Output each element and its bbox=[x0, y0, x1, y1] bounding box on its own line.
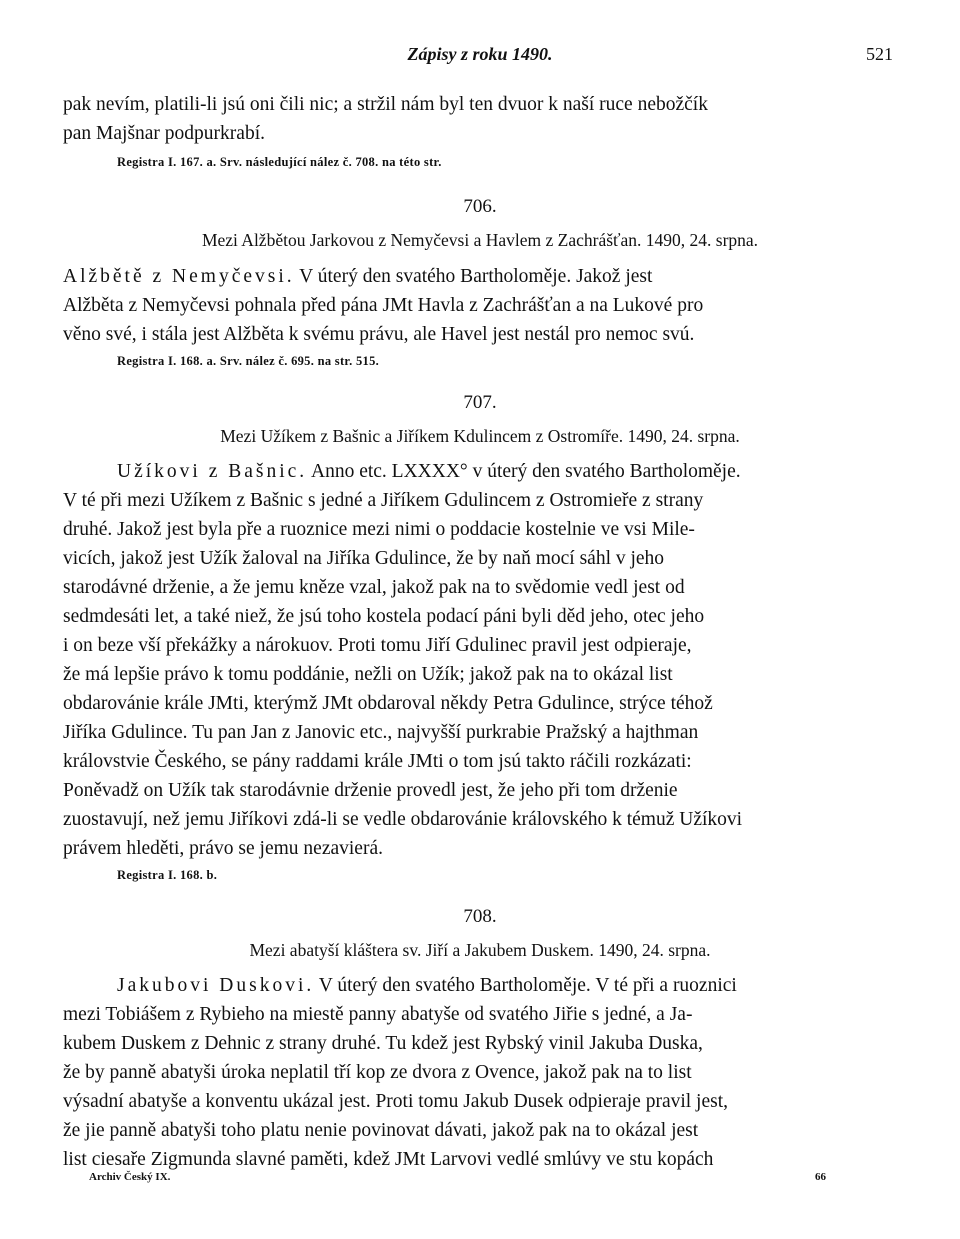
register-reference: Registra I. 167. a. Srv. následující nález č. 708. na této str. bbox=[117, 155, 442, 169]
entry-lead: Jakubovi Duskovi. bbox=[117, 975, 315, 996]
text-line: zuostavují, než jemu Jiříkovi zdá-li se vedle obdarovánie královského k témuž Užíkovi bbox=[63, 809, 743, 830]
text-line bbox=[63, 262, 897, 291]
text-line: že by panně abatyši úroka neplatil tří kop ze dvora z Ovence, jakož pak na to list bbox=[63, 1062, 692, 1083]
running-title: Zápisy z roku 1490. bbox=[407, 44, 553, 64]
text-line: výsadní abatyše a konventu ukázal jest. Proti tomu Jakub Dusek odpieraje pravil jest, bbox=[63, 1091, 729, 1112]
text-line: list ciesaře Zigmunda slavné paměti, kdež JMt Larvovi vedlé smlúvy ve stu kopách bbox=[63, 1149, 714, 1170]
text-run: V úterý den svatého Bartholoměje. Jakož jest bbox=[294, 266, 653, 287]
text-line bbox=[117, 971, 897, 1000]
entry-lead: Alžbětě z Nemyčevsi. bbox=[63, 266, 295, 287]
footer-signature: 66 bbox=[815, 1171, 826, 1183]
text-line: že jie panně abatyši toho platu nenie povinovat dávati, jakož pak na to okázal jest bbox=[63, 1120, 699, 1141]
text-line: Poněvadž on Užík tak starodávnie drženie provedl jest, že jeho při tom drženie bbox=[63, 780, 678, 801]
text-line: že má lepšie právo k tomu poddánie, nežli on Užík; jakož pak na to okázal list bbox=[63, 664, 673, 685]
text-line: druhé. Jakož jest byla pře a ruoznice mezi nimi o poddacie kostelnie ve vsi Mile- bbox=[63, 519, 695, 540]
entry-lead: Užíkovi z Bašnic. bbox=[117, 461, 308, 482]
text-line: i on beze vší překážky a nárokuov. Proti tomu Jiří Gdulinec pravil jest odpieraje, bbox=[63, 635, 692, 656]
text-line: mezi Tobiášem z Rybieho na miestě panny abatyše od svatého Jiřie s jedné, a Ja- bbox=[63, 1004, 693, 1025]
text-line: pak nevím, platili-li jsú oni čili nic; a stržil nám byl ten dvuor k naší ruce nebožčík bbox=[63, 94, 708, 115]
text-line: obdarovánie krále JMti, kterýmž JMt obdaroval někdy Petra Gdulince, strýce téhož bbox=[63, 693, 713, 714]
footer-source: Archiv Český IX. bbox=[89, 1171, 171, 1183]
entry-number: 708. bbox=[463, 906, 497, 927]
text-line: vicích, jakož jest Užík žaloval na Jiříka Gdulince, že by naň mocí sáhl v jeho bbox=[63, 548, 665, 569]
text-line: Jiříka Gdulince. Tu pan Jan z Janovic etc., najvyšší purkrabie Pražský a hajthman bbox=[63, 722, 699, 743]
text-line bbox=[117, 457, 897, 486]
text-line: sedmdesáti let, a také niež, že jsú toho kostela podací páni byli děd jeho, otec jeho bbox=[63, 606, 705, 627]
text-line: kubem Duskem z Dehnic z strany druhé. Tu kdež jest Rybský vinil Jakuba Duska, bbox=[63, 1033, 703, 1054]
text-line: právem hleděti, právo se jemu nezavierá. bbox=[63, 838, 383, 859]
text-line: Alžběta z Nemyčevsi pohnala před pána JMt Havla z Zachrášťan a na Lukové pro bbox=[63, 295, 704, 316]
text-run: V úterý den svatého Bartholoměje. V té při a ruoznici bbox=[314, 975, 737, 996]
entry-heading: Mezi Alžbětou Jarkovou z Nemyčevsi a Havlem z Zachrášťan. 1490, 24. srpna. bbox=[201, 230, 759, 250]
text-line: pan Majšnar podpurkrabí. bbox=[63, 123, 265, 144]
entry-number: 706. bbox=[463, 196, 497, 217]
entry-heading: Mezi Užíkem z Bašnic a Jiříkem Kdulincem z Ostromíře. 1490, 24. srpna. bbox=[220, 426, 740, 446]
page-number: 521 bbox=[866, 44, 893, 64]
entry-heading: Mezi abatyší kláštera sv. Jiří a Jakubem Duskem. 1490, 24. srpna. bbox=[249, 940, 711, 960]
text-line: královstvie Českého, se pány raddami krále JMti o tom jsú takto ráčili rozkázati: bbox=[63, 751, 692, 772]
register-reference: Registra I. 168. b. bbox=[117, 868, 218, 882]
text-line: V té při mezi Užíkem z Bašnic s jedné a Jiříkem Gdulincem z Ostromieře z strany bbox=[63, 490, 704, 511]
register-reference: Registra I. 168. a. Srv. nález č. 695. na str. 515. bbox=[117, 354, 380, 368]
entry-number: 707. bbox=[463, 392, 497, 413]
text-line: věno své, i stála jest Alžběta k svému právu, ale Havel jest nestál pro nemoc svú. bbox=[63, 324, 695, 345]
text-line: starodávné drženie, a že jemu kněze vzal, jakož pak na to svědomie vedl jest od bbox=[63, 577, 685, 598]
text-run: Anno etc. LXXXX° v úterý den svatého Bartholoměje. bbox=[307, 461, 741, 482]
